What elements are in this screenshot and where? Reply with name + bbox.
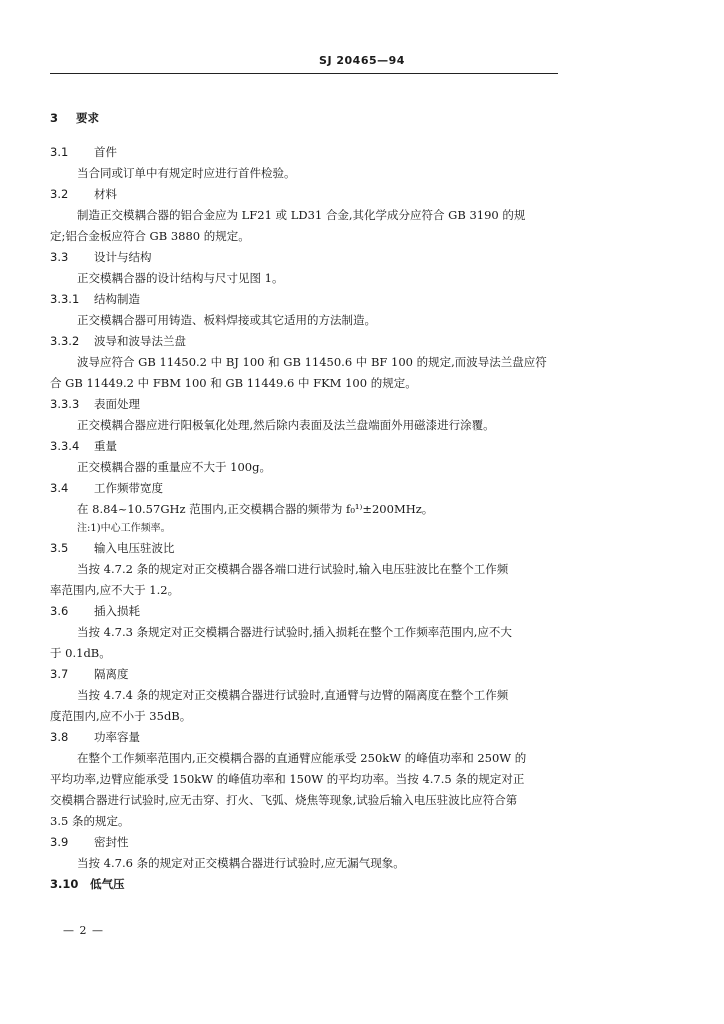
section-3-9-paragraph: 当按 4.7.6 条的规定对正交模耦合器进行试验时,应无漏气现象。 xyxy=(77,856,405,870)
section-3-6-paragraph-line-2: 于 0.1dB。 xyxy=(50,646,111,660)
section-3-3-1-heading: 3.3.1 结构制造 xyxy=(50,292,140,306)
section-3-5-heading: 3.5 输入电压驻波比 xyxy=(50,541,175,555)
section-3-4-paragraph: 在 8.84~10.57GHz 范围内,正交模耦合器的频带为 f₀¹⁾±200MHz。 xyxy=(77,502,434,516)
section-3-7-heading: 3.7 隔离度 xyxy=(50,667,129,681)
section-3-4-heading: 3.4 工作频带宽度 xyxy=(50,481,163,495)
section-3-5-paragraph-line-2: 率范围内,应不大于 1.2。 xyxy=(50,583,180,597)
page-number: — 2 — xyxy=(63,924,104,937)
section-3-2-paragraph-line-1: 制造正交模耦合器的铝合金应为 LF21 或 LD31 合金,其化学成分应符合 GB 3190 的规 xyxy=(77,208,526,222)
section-3-8-paragraph-line-1: 在整个工作频率范围内,正交模耦合器的直通臂应能承受 250kW 的峰值功率和 250W 的 xyxy=(77,751,527,765)
section-3-8-heading: 3.8 功率容量 xyxy=(50,730,140,744)
section-3-6-heading: 3.6 插入损耗 xyxy=(50,604,140,618)
section-3-1-heading: 3.1 首件 xyxy=(50,145,117,159)
section-3-2-paragraph-line-2: 定;铝合金板应符合 GB 3880 的规定。 xyxy=(50,229,250,243)
section-3-8-paragraph-line-3: 交模耦合器进行试验时,应无击穿、打火、飞弧、烧焦等现象,试验后输入电压驻波比应符合第 xyxy=(50,793,518,807)
section-3-10-heading: 3.10 低气压 xyxy=(50,877,125,891)
section-3-5-paragraph-line-1: 当按 4.7.2 条的规定对正交模耦合器各端口进行试验时,输入电压驻波比在整个工作频 xyxy=(77,562,509,576)
section-3-heading: 3 要求 xyxy=(50,111,99,125)
section-3-7-paragraph-line-1: 当按 4.7.4 条的规定对正交模耦合器进行试验时,直通臂与边臂的隔离度在整个工作频 xyxy=(77,688,509,702)
standard-code-header: SJ 20465—94 xyxy=(319,54,405,67)
section-3-6-paragraph-line-1: 当按 4.7.3 条规定对正交模耦合器进行试验时,插入损耗在整个工作频率范围内,应不大 xyxy=(77,625,512,639)
section-3-3-2-paragraph-line-1: 波导应符合 GB 11450.2 中 BJ 100 和 GB 11450.6 中 BF 100 的规定,而波导法兰盘应符 xyxy=(77,355,547,369)
section-3-3-4-paragraph: 正交模耦合器的重量应不大于 100g。 xyxy=(77,460,271,474)
section-3-3-2-heading: 3.3.2 波导和波导法兰盘 xyxy=(50,334,186,348)
section-3-3-4-heading: 3.3.4 重量 xyxy=(50,439,117,453)
section-3-2-heading: 3.2 材料 xyxy=(50,187,117,201)
section-3-9-heading: 3.9 密封性 xyxy=(50,835,129,849)
section-3-3-2-paragraph-line-2: 合 GB 11449.2 中 FBM 100 和 GB 11449.6 中 FKM 100 的规定。 xyxy=(50,376,417,390)
section-3-1-paragraph: 当合同或订单中有规定时应进行首件检验。 xyxy=(77,166,296,180)
section-3-4-note: 注:1)中心工作频率。 xyxy=(77,523,171,534)
section-3-8-paragraph-line-2: 平均功率,边臂应能承受 150kW 的峰值功率和 150W 的平均功率。当按 4.7.5 条的规定对正 xyxy=(50,772,525,786)
section-3-3-1-paragraph: 正交模耦合器可用铸造、板料焊接或其它适用的方法制造。 xyxy=(77,313,376,327)
section-3-3-3-heading: 3.3.3 表面处理 xyxy=(50,397,140,411)
section-3-3-heading: 3.3 设计与结构 xyxy=(50,250,152,264)
section-3-8-paragraph-line-4: 3.5 条的规定。 xyxy=(50,814,130,828)
section-3-3-paragraph: 正交模耦合器的设计结构与尺寸见图 1。 xyxy=(77,271,284,285)
header-rule xyxy=(50,73,558,74)
section-3-7-paragraph-line-2: 度范围内,应不小于 35dB。 xyxy=(50,709,192,723)
section-3-3-3-paragraph: 正交模耦合器应进行阳极氧化处理,然后除内表面及法兰盘端面外用磁漆进行涂覆。 xyxy=(77,418,495,432)
